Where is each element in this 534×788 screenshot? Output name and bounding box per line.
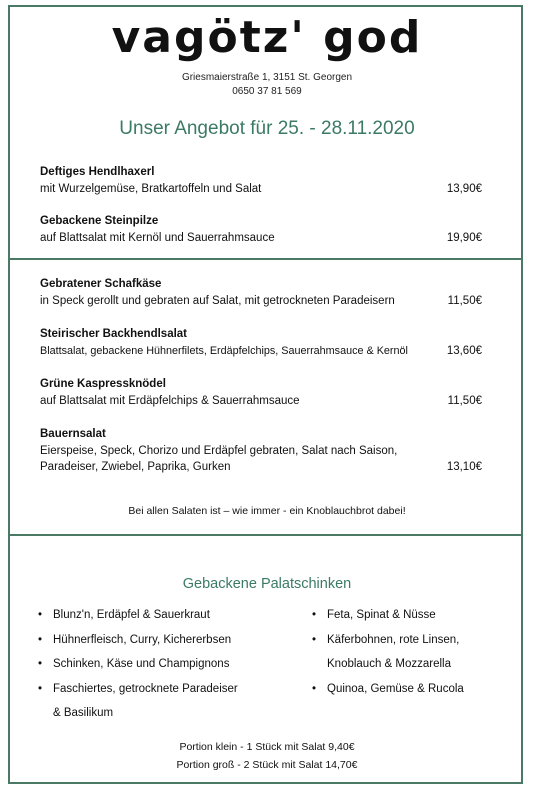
dish-name: Bauernsalat [40,428,106,440]
dish-item [40,428,482,475]
list-item [312,628,464,653]
section-divider [10,258,523,260]
list-item-label: Faschiertes, getrocknete Paradeiser [53,682,238,695]
phone-number: 0650 37 81 569 [232,86,302,97]
dish-item [40,166,482,197]
dish-name: Grüne Kaspressknödel [40,378,166,390]
dish-description: Blattsalat, gebackene Hühnerfilets, Erdäpfelchips, Sauerrahmsauce & Kernöl [40,345,408,357]
list-item-label: & Basilikum [53,707,114,719]
dish-description: in Speck gerollt und gebraten auf Salat, mit getrockneten Paradeisern [40,295,395,307]
bullet-icon: • [312,633,317,646]
dish-price: 13,60€ [446,345,482,357]
bullet-icon: • [38,682,43,695]
dish-price: 13,90€ [446,183,482,195]
dish-description: auf Blattsalat mit Erdäpfelchips & Sauerrahmsauce [40,395,300,407]
dish-item [40,278,482,309]
palatschinken-title: Gebackene Palatschinken [182,576,352,592]
portion-small: Portion klein - 1 Stück mit Salat 9,40€ [179,741,355,753]
dish-description: mit Wurzelgemüse, Bratkartoffeln und Salat [40,183,262,195]
menu-title: Unser Angebot für 25. - 28.11.2020 [119,118,415,139]
list-item [38,628,238,653]
dish-price: 19,90€ [446,232,482,244]
bullet-icon: • [38,609,43,621]
portion-large: Portion groß - 2 Stück mit Salat 14,70€ [176,759,358,771]
dish-name: Steirischer Backhendlsalat [40,328,188,340]
list-item-label: Schinken, Käse und Champignons [53,658,230,670]
bullet-icon: • [312,682,317,695]
list-item-label: Blunz'n, Erdäpfel & Sauerkraut [53,609,210,621]
list-item-label: Knoblauch & Mozzarella [327,658,452,670]
list-item-label: Käferbohnen, rote Linsen, [327,633,460,646]
dish-price: 13,10€ [446,461,482,473]
list-item [38,677,238,702]
list-item-continuation [312,652,464,677]
list-item [38,603,238,628]
list-item-label: Feta, Spinat & Nüsse [327,609,436,621]
dish-name: Gebackene Steinpilze [40,215,159,227]
list-item-label: Quinoa, Gemüse & Rucola [327,682,464,695]
restaurant-logo: vagötz' god [111,12,423,63]
address: Griesmaierstraße 1, 3151 St. Georgen [181,72,353,83]
list-item [312,677,464,702]
bullet-icon: • [38,633,43,646]
dish-description: auf Blattsalat mit Kernöl und Sauerrahmsauce [40,232,275,244]
list-item-continuation [38,701,238,726]
palatschinken-list-right [312,603,464,701]
section-divider [10,534,523,536]
bullet-icon: • [312,609,317,621]
dish-item [40,378,482,409]
dish-name: Deftiges Hendlhaxerl [40,166,155,178]
dish-description: Eierspeise, Speck, Chorizo und Erdäpfel gebraten, Salat nach Saison, Paradeiser, Zwiebel, Paprika, Gurken [40,445,398,473]
salad-note: Bei allen Salaten ist – wie immer - ein Knoblauchbrot dabei! [128,505,406,517]
list-item-label: Hühnerfleisch, Curry, Kichererbsen [53,633,232,646]
dish-item [40,328,482,359]
palatschinken-list-left [38,603,238,726]
list-item [312,603,464,628]
dish-item [40,215,482,246]
bullet-icon: • [38,658,43,670]
dish-price: 11,50€ [447,295,482,307]
dish-price: 11,50€ [447,395,482,407]
list-item [38,652,238,677]
dish-name: Gebratener Schafkäse [40,278,162,290]
